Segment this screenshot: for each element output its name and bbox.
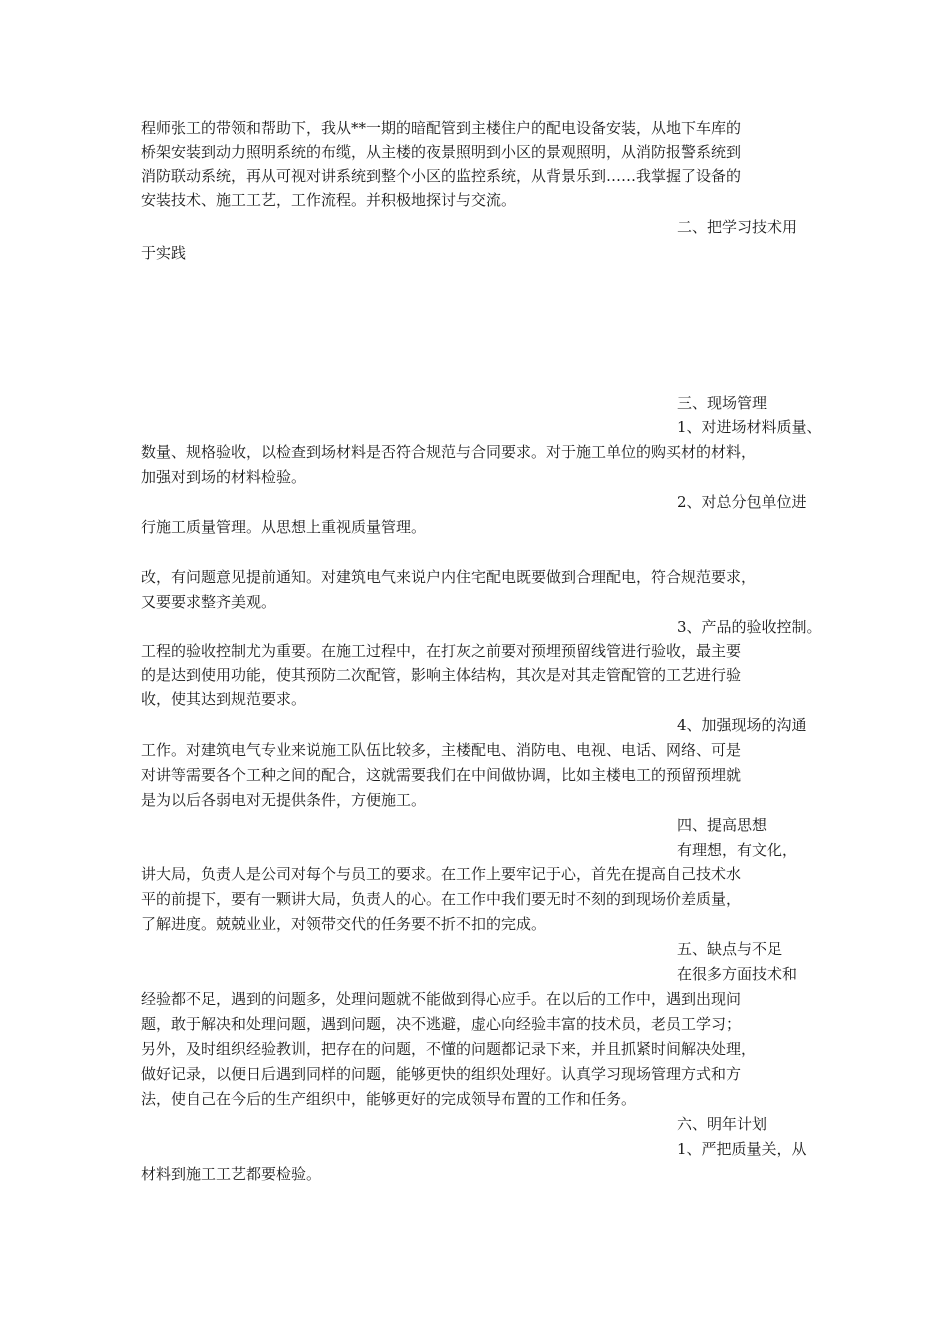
body-line: 题，敢于解决和处理问题，遇到问题，决不逃避，虚心向经验丰富的技术员，老员工学习； (141, 1015, 742, 1033)
body-line: 安装技术、施工工艺，工作流程。并积极地探讨与交流。 (141, 191, 517, 209)
body-line: 行施工质量管理。从思想上重视质量管理。 (141, 518, 427, 536)
section-heading: 五、缺点与不足 (677, 940, 783, 958)
body-line: 改，有问题意见提前通知。对建筑电气来说户内住宅配电既要做到合理配电，符合规范要求， (141, 568, 757, 586)
body-line: 了解进度。兢兢业业，对领带交代的任务要不折不扣的完成。 (141, 915, 547, 933)
section-heading: 二、把学习技术用 (677, 218, 798, 236)
body-line: 桥架安装到动力照明系统的布缆，从主楼的夜景照明到小区的景观照明，从消防报警系统到 (141, 143, 742, 161)
section-heading: 六、明年计划 (677, 1115, 768, 1133)
body-line: 平的前提下，要有一颗讲大局，负责人的心。在工作中我们要无时不刻的到现场价差质量， (141, 890, 742, 908)
body-line: 于实践 (141, 244, 187, 262)
body-line: 又要要求整齐美观。 (141, 593, 277, 611)
body-line: 讲大局，负责人是公司对每个与员工的要求。在工作上要牢记于心，首先在提高自己技术水 (141, 865, 742, 883)
body-line: 另外，及时组织经验教训，把存在的问题，不懂的问题都记录下来，并且抓紧时间解决处理， (141, 1040, 757, 1058)
body-line: 程师张工的带领和帮助下，我从**一期的暗配管到主楼住户的配电设备安装，从地下车库的 (141, 119, 742, 137)
body-line: 加强对到场的材料检验。 (141, 468, 307, 486)
body-line: 是为以后各弱电对无提供条件，方便施工。 (141, 791, 427, 809)
body-line: 材料到施工工艺都要检验。 (141, 1165, 322, 1183)
section-heading: 四、提高思想 (677, 816, 768, 834)
body-line: 收，使其达到规范要求。 (141, 690, 307, 708)
section-heading: 三、现场管理 (677, 394, 768, 412)
item-heading: 3、产品的验收控制。 (677, 618, 822, 636)
item-heading: 1、对进场材料质量、 (677, 418, 822, 436)
item-heading: 1、严把质量关，从 (677, 1140, 807, 1158)
body-line: 对讲等需要各个工种之间的配合，这就需要我们在中间做协调，比如主楼电工的预留预埋就 (141, 766, 742, 784)
body-line: 经验都不足，遇到的问题多，处理问题就不能做到得心应手。在以后的工作中，遇到出现问 (141, 990, 742, 1008)
item-heading: 2、对总分包单位进 (677, 493, 807, 511)
item-heading: 有理想，有文化， (677, 841, 798, 859)
body-line: 的是达到使用功能，使其预防二次配管，影响主体结构，其次是对其走管配管的工艺进行验 (141, 666, 742, 684)
body-line: 工程的验收控制尤为重要。在施工过程中，在打灰之前要对预埋预留线管进行验收，最主要 (141, 642, 742, 660)
body-line: 数量、规格验收，以检查到场材料是否符合规范与合同要求。对于施工单位的购买材的材料， (141, 443, 757, 461)
body-line: 做好记录，以便日后遇到同样的问题，能够更快的组织处理好。认真学习现场管理方式和方 (141, 1065, 742, 1083)
body-line: 工作。对建筑电气专业来说施工队伍比较多，主楼配电、消防电、电视、电话、网络、可是 (141, 741, 742, 759)
item-heading: 在很多方面技术和 (677, 965, 798, 983)
body-line: 法，使自己在今后的生产组织中，能够更好的完成领导布置的工作和任务。 (141, 1090, 637, 1108)
item-heading: 4、加强现场的沟通 (677, 716, 807, 734)
body-line: 消防联动系统，再从可视对讲系统到整个小区的监控系统，从背景乐到……我掌握了设备的 (141, 167, 742, 185)
